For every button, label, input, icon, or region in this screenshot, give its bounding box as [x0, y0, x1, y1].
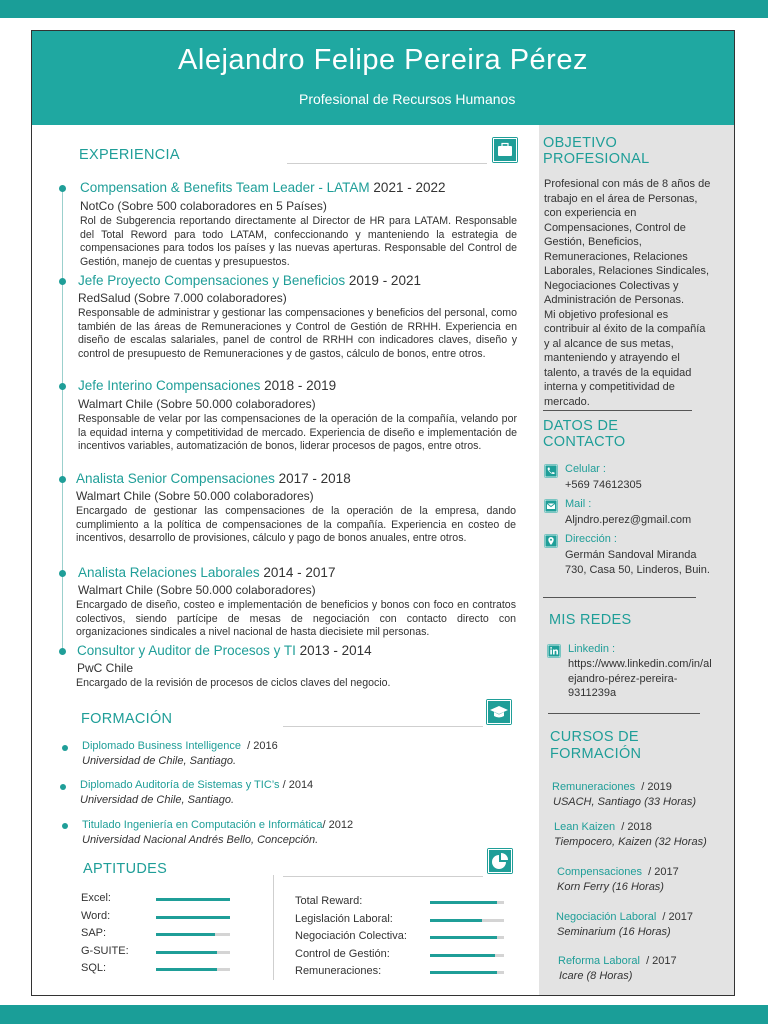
education-institution: Universidad de Chile, Santiago. — [82, 755, 237, 767]
timeline-dot — [59, 648, 66, 655]
course-institution: Seminarium (16 Horas) — [557, 926, 671, 938]
mail-value[interactable]: Aljndro.perez@gmail.com — [565, 514, 692, 526]
address-label: Dirección : — [565, 533, 617, 545]
linkedin-icon — [547, 644, 561, 658]
job-company: NotCo (Sobre 500 colaboradores en 5 Países) — [80, 199, 327, 213]
skill-label: Legislación Laboral: — [295, 912, 393, 925]
skill-label: Remuneraciones: — [295, 965, 382, 977]
objective-line: contribuir al éxito de la compañía — [544, 323, 706, 335]
skill-level-fill — [430, 901, 497, 904]
job-company: Walmart Chile (Sobre 50.000 colaboradores) — [78, 583, 316, 597]
skill-level-fill — [430, 971, 497, 974]
skill-level-bar — [156, 968, 230, 971]
education-institution: Universidad de Chile, Santiago. — [80, 794, 235, 806]
mail-icon — [544, 499, 558, 513]
objective-line: trabajo en el área de Personas, — [544, 192, 698, 205]
skill-level-bar — [156, 951, 230, 954]
job-description: Responsable de administrar y gestionar las compensaciones y beneficios del personal, como también de las áreas de Remuneraciones y Control de Gestión de RRHH. Experiencia en diseño de escalas salariales, panel de control de RRHH con indicadores claves, diseño y control de presupuesto de Remuneraciones y de gastos, cálculo de bonos, entre otros. — [78, 307, 517, 360]
skill-level-bar — [156, 898, 230, 901]
location-pin-icon — [544, 534, 558, 548]
course-title: Remuneraciones / 2019 — [552, 781, 672, 793]
objective-line: mercado. — [544, 395, 590, 408]
skill-level-fill — [156, 898, 230, 901]
job-title: Analista Senior Compensaciones 2017 - 2018 — [76, 471, 351, 486]
briefcase-icon — [492, 137, 518, 163]
job-description: Rol de Subgerencia reportando directamente al Director de HR para LATAM. Responsable del Total Reword para todo LATAM, confeccionando y manteniendo la estrategia de compensaciones para todos los países y las nuevas aperturas. Responsable del Control de Gestión, manejo de cuentas y presupuestos. — [80, 215, 517, 268]
address-value: Germán Sandoval Miranda 730, Casa 50, Linderos, Buin. — [565, 549, 710, 576]
skill-level-bar — [430, 901, 504, 904]
course-institution: USACH, Santiago (33 Horas) — [553, 796, 697, 808]
social-heading: MIS REDES — [549, 612, 632, 628]
skill-level-fill — [156, 968, 217, 971]
objective-line: y al alcance de sus metas, — [544, 337, 674, 350]
job-title: Jefe Interino Compensaciones 2018 - 2019 — [78, 378, 337, 393]
skill-label: SAP: — [81, 927, 107, 939]
objective-line: Laborales, Relaciones Sindicales, — [544, 265, 710, 277]
timeline-dot — [59, 570, 66, 577]
job-description: Encargado de diseño, costeo e implementación de beneficios y bonos con foco en contratos colectivos, siendo partícipe de mesas de negociación con contacto directo con organizaciones sindicales a nivel nacional de hasta diecisiete mil personas. — [76, 599, 516, 639]
skill-label: Control de Gestión: — [295, 947, 390, 960]
contact-heading: DATOS DE CONTACTO — [543, 418, 626, 450]
skills-divider — [283, 876, 483, 877]
candidate-role: Profesional de Recursos Humanos — [299, 91, 516, 107]
job-title: Jefe Proyecto Compensaciones y Beneficios 2019 - 2021 — [78, 273, 421, 288]
pie-chart-icon — [487, 848, 513, 874]
phone-value: +569 74612305 — [565, 479, 642, 491]
skill-level-bar — [430, 936, 504, 939]
objective-line: con experiencia en — [544, 207, 637, 219]
header-banner — [32, 31, 734, 125]
candidate-name: Alejandro Felipe Pereira Pérez — [178, 44, 588, 76]
objective-line: Profesional con más de 8 años de — [544, 178, 711, 190]
skill-level-bar — [156, 933, 230, 936]
course-title: Compensaciones / 2017 — [557, 866, 679, 878]
skill-level-fill — [430, 954, 495, 957]
education-dot — [62, 745, 68, 751]
objective-line: talento, a través de la equidad — [544, 366, 692, 379]
objective-line: Gestión, Beneficios, — [544, 236, 642, 248]
education-title: Diplomado Auditoría de Sistemas y TIC’s / 2014 — [80, 779, 314, 791]
education-dot — [62, 823, 68, 829]
skill-level-bar — [430, 919, 504, 922]
education-title: Titulado Ingeniería en Computación e Informática/ 2012 — [82, 819, 354, 831]
bottom-accent-bar — [0, 1005, 768, 1024]
objective-line: Negociaciones Colectivas y — [544, 279, 679, 292]
job-company: PwC Chile — [77, 661, 134, 675]
objective-line: Compensaciones, Control de — [544, 221, 686, 234]
job-title: Analista Relaciones Laborales 2014 - 2017 — [78, 565, 336, 580]
skill-level-bar — [430, 971, 504, 974]
education-dot — [60, 784, 66, 790]
timeline-dot — [59, 383, 66, 390]
objective-line: Remuneraciones, Relaciones — [544, 250, 688, 263]
education-divider — [283, 726, 483, 727]
sidebar-divider — [543, 597, 696, 598]
skill-level-fill — [156, 933, 215, 936]
objective-line: interna y competitividad de — [544, 381, 675, 393]
linkedin-url[interactable]: https://www.linkedin.com/in/al ejandro-pérez-pereira- 9311239a — [568, 658, 712, 699]
education-heading: FORMACIÓN — [81, 711, 173, 727]
skill-level-bar — [156, 916, 230, 919]
job-description: Responsable de velar por las compensaciones de la operación de la compañía, velando por la equidad interna y competitividad de mercado. Experiencia de diseño e implementación de incentivos variables, automatización de bonos, liderar procesos de pagos, entre otros. — [78, 413, 517, 453]
skill-label: G-SUITE: — [81, 944, 129, 957]
job-description: Encargado de gestionar las compensaciones de la operación de la empresa, dando cumplimiento a la política de compensaciones de la compañía. Experiencia en costeo de incentivos, desarrollo de provisiones, cálculo y pago de bonos anuales, entre otros. — [76, 505, 516, 545]
course-institution: Tiempocero, Kaizen (32 Horas) — [554, 836, 707, 848]
job-company: Walmart Chile (Sobre 50.000 colaboradores) — [78, 397, 316, 411]
timeline-dot — [59, 278, 66, 285]
job-title: Consultor y Auditor de Procesos y TI 2013 - 2014 — [77, 643, 372, 658]
course-institution: Korn Ferry (16 Horas) — [557, 881, 664, 893]
graduation-cap-icon — [486, 699, 512, 725]
mail-label: Mail : — [565, 498, 592, 510]
job-company: RedSalud (Sobre 7.000 colaboradores) — [78, 291, 287, 305]
skill-label: Total Reward: — [295, 895, 363, 907]
skill-level-fill — [156, 916, 230, 919]
objective-heading: OBJETIVO PROFESIONAL — [543, 135, 650, 167]
skill-label: Word: — [81, 909, 111, 922]
course-title: Lean Kaizen / 2018 — [554, 821, 652, 833]
skill-level-fill — [156, 951, 217, 954]
sidebar-divider — [543, 410, 692, 411]
course-title: Reforma Laboral / 2017 — [558, 955, 677, 967]
job-description: Encargado de la revisión de procesos de ciclos claves del negocio. — [76, 677, 391, 689]
course-title: Negociación Laboral / 2017 — [556, 911, 694, 923]
timeline-dot — [59, 476, 66, 483]
job-company: Walmart Chile (Sobre 50.000 colaboradores) — [76, 489, 314, 503]
skills-column-divider — [273, 875, 274, 980]
timeline-line — [62, 190, 63, 652]
objective-line: manteniendo y atrayendo el — [544, 352, 680, 364]
job-title: Compensation & Benefits Team Leader - LATAM 2021 - 2022 — [80, 180, 446, 195]
course-institution: Icare (8 Horas) — [559, 970, 633, 982]
phone-icon — [544, 464, 558, 478]
education-title: Diplomado Business Intelligence / 2016 — [82, 740, 278, 752]
top-accent-bar — [0, 0, 768, 18]
objective-line: Mi objetivo profesional es — [544, 308, 669, 321]
skill-level-fill — [430, 919, 482, 922]
sidebar-divider — [548, 713, 700, 714]
objective-line: Administración de Personas. — [544, 294, 685, 306]
skill-label: SQL: — [81, 962, 107, 974]
objective-text — [544, 177, 734, 409]
experience-heading: EXPERIENCIA — [79, 147, 180, 163]
skills-heading: APTITUDES — [83, 861, 168, 877]
linkedin-label: Linkedin : — [568, 643, 616, 655]
experience-divider — [287, 163, 487, 164]
skill-level-bar — [430, 954, 504, 957]
courses-heading: CURSOS DE FORMACIÓN — [550, 729, 642, 762]
phone-label: Celular : — [565, 463, 606, 475]
education-institution: Universidad Nacional Andrés Bello, Concepción. — [82, 834, 319, 846]
skill-label: Excel: — [81, 892, 111, 904]
timeline-dot — [59, 185, 66, 192]
skill-label: Negociación Colectiva: — [295, 930, 407, 942]
skill-level-fill — [430, 936, 497, 939]
